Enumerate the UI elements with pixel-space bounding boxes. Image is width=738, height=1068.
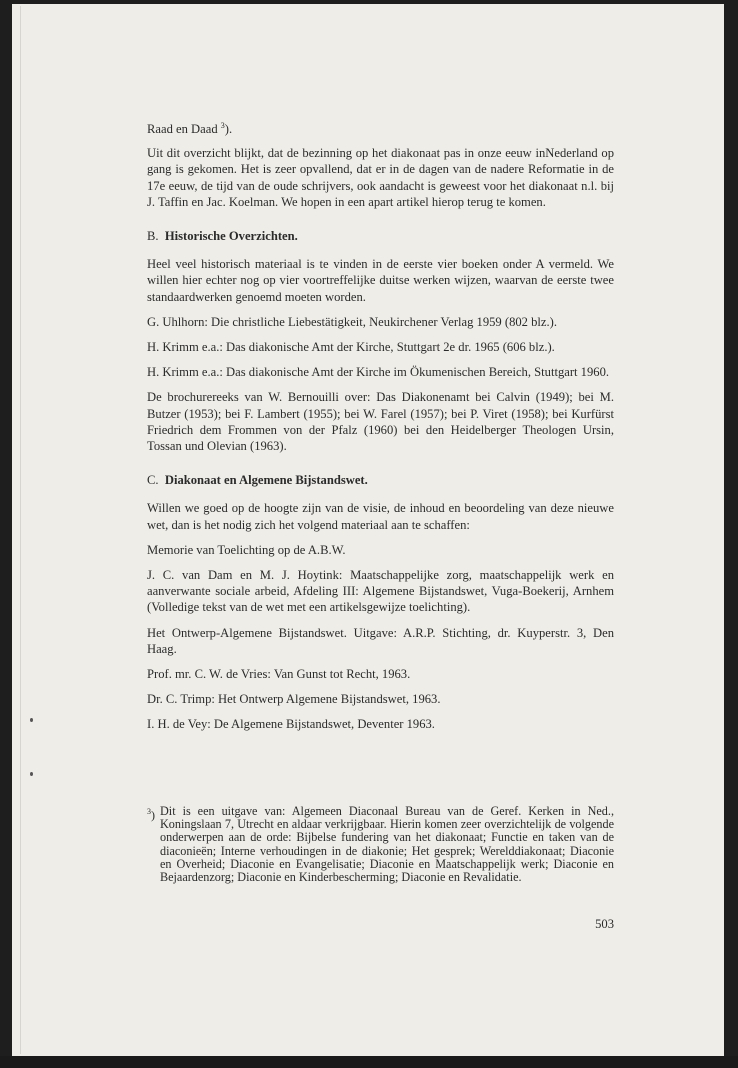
reference-item: Het Ontwerp-Algemene Bijstandswet. Uitgave: A.R.P. Stichting, dr. Kuyperstr. 3, Den Haag. (147, 625, 614, 656)
reference-item: De brochurereeks van W. Bernouilli over: Das Diakonenamt bei Calvin (1949); bei M. Butzer (1953); bei F. Lambert (1955); bei W. Farel (1957); bei P. Viret (1958); bei Kurfürst Friedrich dem Frommen von der Pfalz (1960) bei den Heidelberger Theologen Ursin, Tossan und Olevian (1963). (147, 390, 614, 454)
reference-item: H. Krimm e.a.: Das diakonische Amt der Kirche im Ökumenischen Bereich, Stuttgart 1960. (147, 365, 610, 380)
section-c-heading: C. Diakonaat en Algemene Bijstandswet. (147, 473, 368, 488)
reference-item: Dr. C. Trimp: Het Ontwerp Algemene Bijstandswet, 1963. (147, 692, 441, 707)
paragraph-c: Willen we goed op de hoogte zijn van de visie, de inhoud en beoordeling van deze nieuwe wet, dan is het nodig zich het volgend materiaal aan te schaffen: (147, 501, 614, 532)
reference-item: Prof. mr. C. W. de Vries: Van Gunst tot Recht, 1963. (147, 667, 411, 682)
reference-item: I. H. de Vey: De Algemene Bijstandswet, Deventer 1963. (147, 717, 435, 732)
reference-item: G. Uhlhorn: Die christliche Liebestätigkeit, Neukirchener Verlag 1959 (802 blz.). (147, 314, 557, 329)
footnote-marker: $^3$) (147, 807, 155, 822)
reference-item: J. C. van Dam en M. J. Hoytink: Maatschappelijke zorg, maatschappelijk werk en aanverwante sociale arbeid, Afdeling III: Algemene Bijstandswet, Vuga-Boekerij, Arnhem (Volledige tekst van de wet met een artikelsgewijze toelichting). (147, 568, 614, 615)
reference-item: Memorie van Toelichting op de A.B.W. (147, 542, 346, 557)
paragraph-b: Heel veel historisch materiaal is te vinden in de eerste vier boeken onder A vermeld. We willen hier echter nog op vier voortreffelijke duitse werken wijzen, waarvan de eerste twee standaardwerken genoemd moeten worden. (147, 257, 614, 304)
intro-line: Raad en Daad $^3$). (147, 121, 233, 136)
reference-item: H. Krimm e.a.: Das diakonische Amt der Kirche, Stuttgart 2e dr. 1965 (606 blz.). (147, 340, 555, 355)
page-number: 503 (595, 917, 614, 931)
binding-line (20, 6, 21, 1054)
footnote (147, 805, 614, 884)
section-b-heading: B. Historische Overzichten. (147, 229, 298, 244)
scan-bottom-edge (0, 1056, 738, 1068)
paragraph-1: Uit dit overzicht blijkt, dat de bezinning op het diakonaat pas in onze eeuw inNederland op gang is gekomen. Het is zeer opvallend, dat er in de dagen van de nadere Reformatie in de 17e eeuw, de tijd van de oude schrijvers, ook aandacht is geweest voor het diakonaat n.l. bij J. Taffin en Jac. Koelman. We hopen in een apart artikel hierop terug te komen. (147, 146, 614, 209)
scan-speck (30, 718, 33, 722)
main-text (147, 118, 614, 742)
scan-speck (30, 772, 33, 776)
footnote-text: Dit is een uitgave van: Algemeen Diaconaal Bureau van de Geref. Kerken in Ned., Koningslaan 7, Utrecht en aldaar verkrijgbaar. Hierin komen zeer overzichtelijk de volgende onderwerpen aan de orde: Bijbelse fundering van het diakonaat; Functie en taken van de diaconieën; Interne verhoudingen in de diakonie; Het gesprek; Werelddiakonaat; Diaconie en Overheid; Diaconie en Evangelisatie; Diaconie en Maatschappelijk werk; Diaconie en Bejaardenzorg; Diaconie en Kinderbescherming; Diaconie en Revalidatie. (160, 804, 614, 885)
